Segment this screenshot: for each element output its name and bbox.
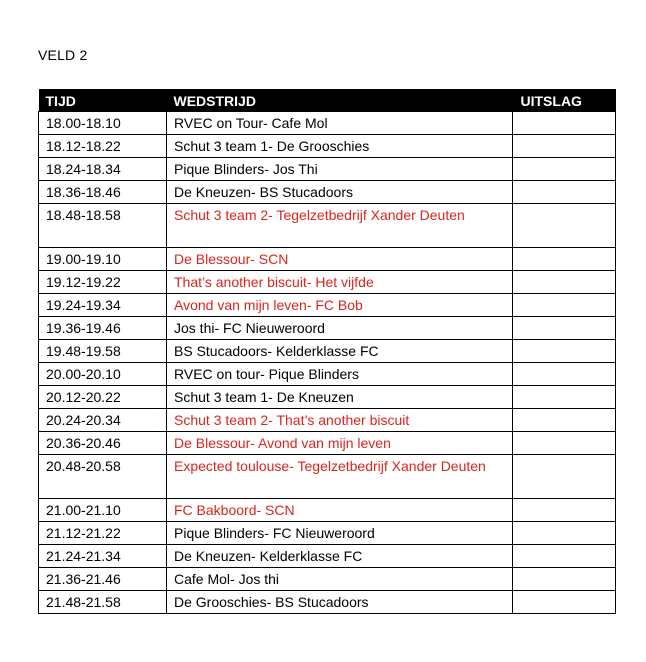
table-row — [39, 363, 616, 386]
match-result[interactable] — [513, 340, 616, 363]
match-time: 18.48-18.58 — [39, 204, 167, 248]
match-result[interactable] — [513, 248, 616, 271]
table-row — [39, 248, 616, 271]
match-result[interactable] — [513, 409, 616, 432]
header-match: WEDSTRIJD — [167, 89, 513, 112]
match-teams: De Blessour- Avond van mijn leven — [167, 432, 513, 455]
match-teams: Schut 3 team 1- De Kneuzen — [167, 386, 513, 409]
match-result[interactable] — [513, 455, 616, 499]
match-time: 20.12-20.22 — [39, 386, 167, 409]
match-time: 18.12-18.22 — [39, 135, 167, 158]
match-time: 18.24-18.34 — [39, 158, 167, 181]
match-result[interactable] — [513, 317, 616, 340]
table-row — [39, 204, 616, 248]
table-row — [39, 294, 616, 317]
match-teams: BS Stucadoors- Kelderklasse FC — [167, 340, 513, 363]
page-heading: VELD 2 — [38, 47, 88, 63]
match-result[interactable] — [513, 204, 616, 248]
match-teams: De Blessour- SCN — [167, 248, 513, 271]
match-result[interactable] — [513, 591, 616, 614]
table-row — [39, 112, 616, 135]
match-result[interactable] — [513, 545, 616, 568]
match-teams: Pique Blinders- Jos Thi — [167, 158, 513, 181]
match-result[interactable] — [513, 432, 616, 455]
match-time: 19.24-19.34 — [39, 294, 167, 317]
match-time: 20.48-20.58 — [39, 455, 167, 499]
match-time: 20.24-20.34 — [39, 409, 167, 432]
match-time: 21.00-21.10 — [39, 499, 167, 522]
match-teams: Schut 3 team 2- That’s another biscuit — [167, 409, 513, 432]
table-row — [39, 522, 616, 545]
match-teams: Pique Blinders- FC Nieuweroord — [167, 522, 513, 545]
table-row — [39, 432, 616, 455]
match-result[interactable] — [513, 568, 616, 591]
table-row — [39, 545, 616, 568]
header-time: TIJD — [39, 89, 167, 112]
table-row — [39, 499, 616, 522]
table-row — [39, 135, 616, 158]
match-teams: De Kneuzen- Kelderklasse FC — [167, 545, 513, 568]
match-time: 18.00-18.10 — [39, 112, 167, 135]
schedule-table — [38, 89, 616, 614]
match-teams: FC Bakboord- SCN — [167, 499, 513, 522]
match-time: 21.36-21.46 — [39, 568, 167, 591]
match-teams: Cafe Mol- Jos thi — [167, 568, 513, 591]
match-time: 21.24-21.34 — [39, 545, 167, 568]
match-time: 19.36-19.46 — [39, 317, 167, 340]
table-row — [39, 409, 616, 432]
match-result[interactable] — [513, 499, 616, 522]
schedule-body — [39, 112, 616, 614]
table-row — [39, 181, 616, 204]
table-row — [39, 455, 616, 499]
match-result[interactable] — [513, 158, 616, 181]
match-result[interactable] — [513, 386, 616, 409]
match-teams: RVEC on Tour- Cafe Mol — [167, 112, 513, 135]
match-teams: That’s another biscuit- Het vijfde — [167, 271, 513, 294]
match-time: 20.36-20.46 — [39, 432, 167, 455]
table-row — [39, 317, 616, 340]
table-row — [39, 591, 616, 614]
match-result[interactable] — [513, 112, 616, 135]
match-teams: Schut 3 team 2- Tegelzetbedrijf Xander Deuten — [167, 204, 513, 248]
match-teams: RVEC on tour- Pique Blinders — [167, 363, 513, 386]
header-result: UITSLAG — [513, 89, 616, 112]
table-row — [39, 271, 616, 294]
match-result[interactable] — [513, 271, 616, 294]
match-time: 19.12-19.22 — [39, 271, 167, 294]
match-teams: De Kneuzen- BS Stucadoors — [167, 181, 513, 204]
match-teams: Schut 3 team 1- De Grooschies — [167, 135, 513, 158]
table-row — [39, 340, 616, 363]
match-time: 20.00-20.10 — [39, 363, 167, 386]
match-result[interactable] — [513, 135, 616, 158]
match-result[interactable] — [513, 294, 616, 317]
match-teams: Jos thi- FC Nieuweroord — [167, 317, 513, 340]
table-row — [39, 568, 616, 591]
header-row — [39, 89, 616, 112]
table-row — [39, 158, 616, 181]
match-result[interactable] — [513, 522, 616, 545]
match-time: 21.12-21.22 — [39, 522, 167, 545]
match-result[interactable] — [513, 363, 616, 386]
match-teams: Avond van mijn leven- FC Bob — [167, 294, 513, 317]
match-result[interactable] — [513, 181, 616, 204]
match-time: 18.36-18.46 — [39, 181, 167, 204]
match-time: 21.48-21.58 — [39, 591, 167, 614]
match-teams: Expected toulouse- Tegelzetbedrijf Xander Deuten — [167, 455, 513, 499]
match-time: 19.48-19.58 — [39, 340, 167, 363]
match-teams: De Grooschies- BS Stucadoors — [167, 591, 513, 614]
match-time: 19.00-19.10 — [39, 248, 167, 271]
table-row — [39, 386, 616, 409]
